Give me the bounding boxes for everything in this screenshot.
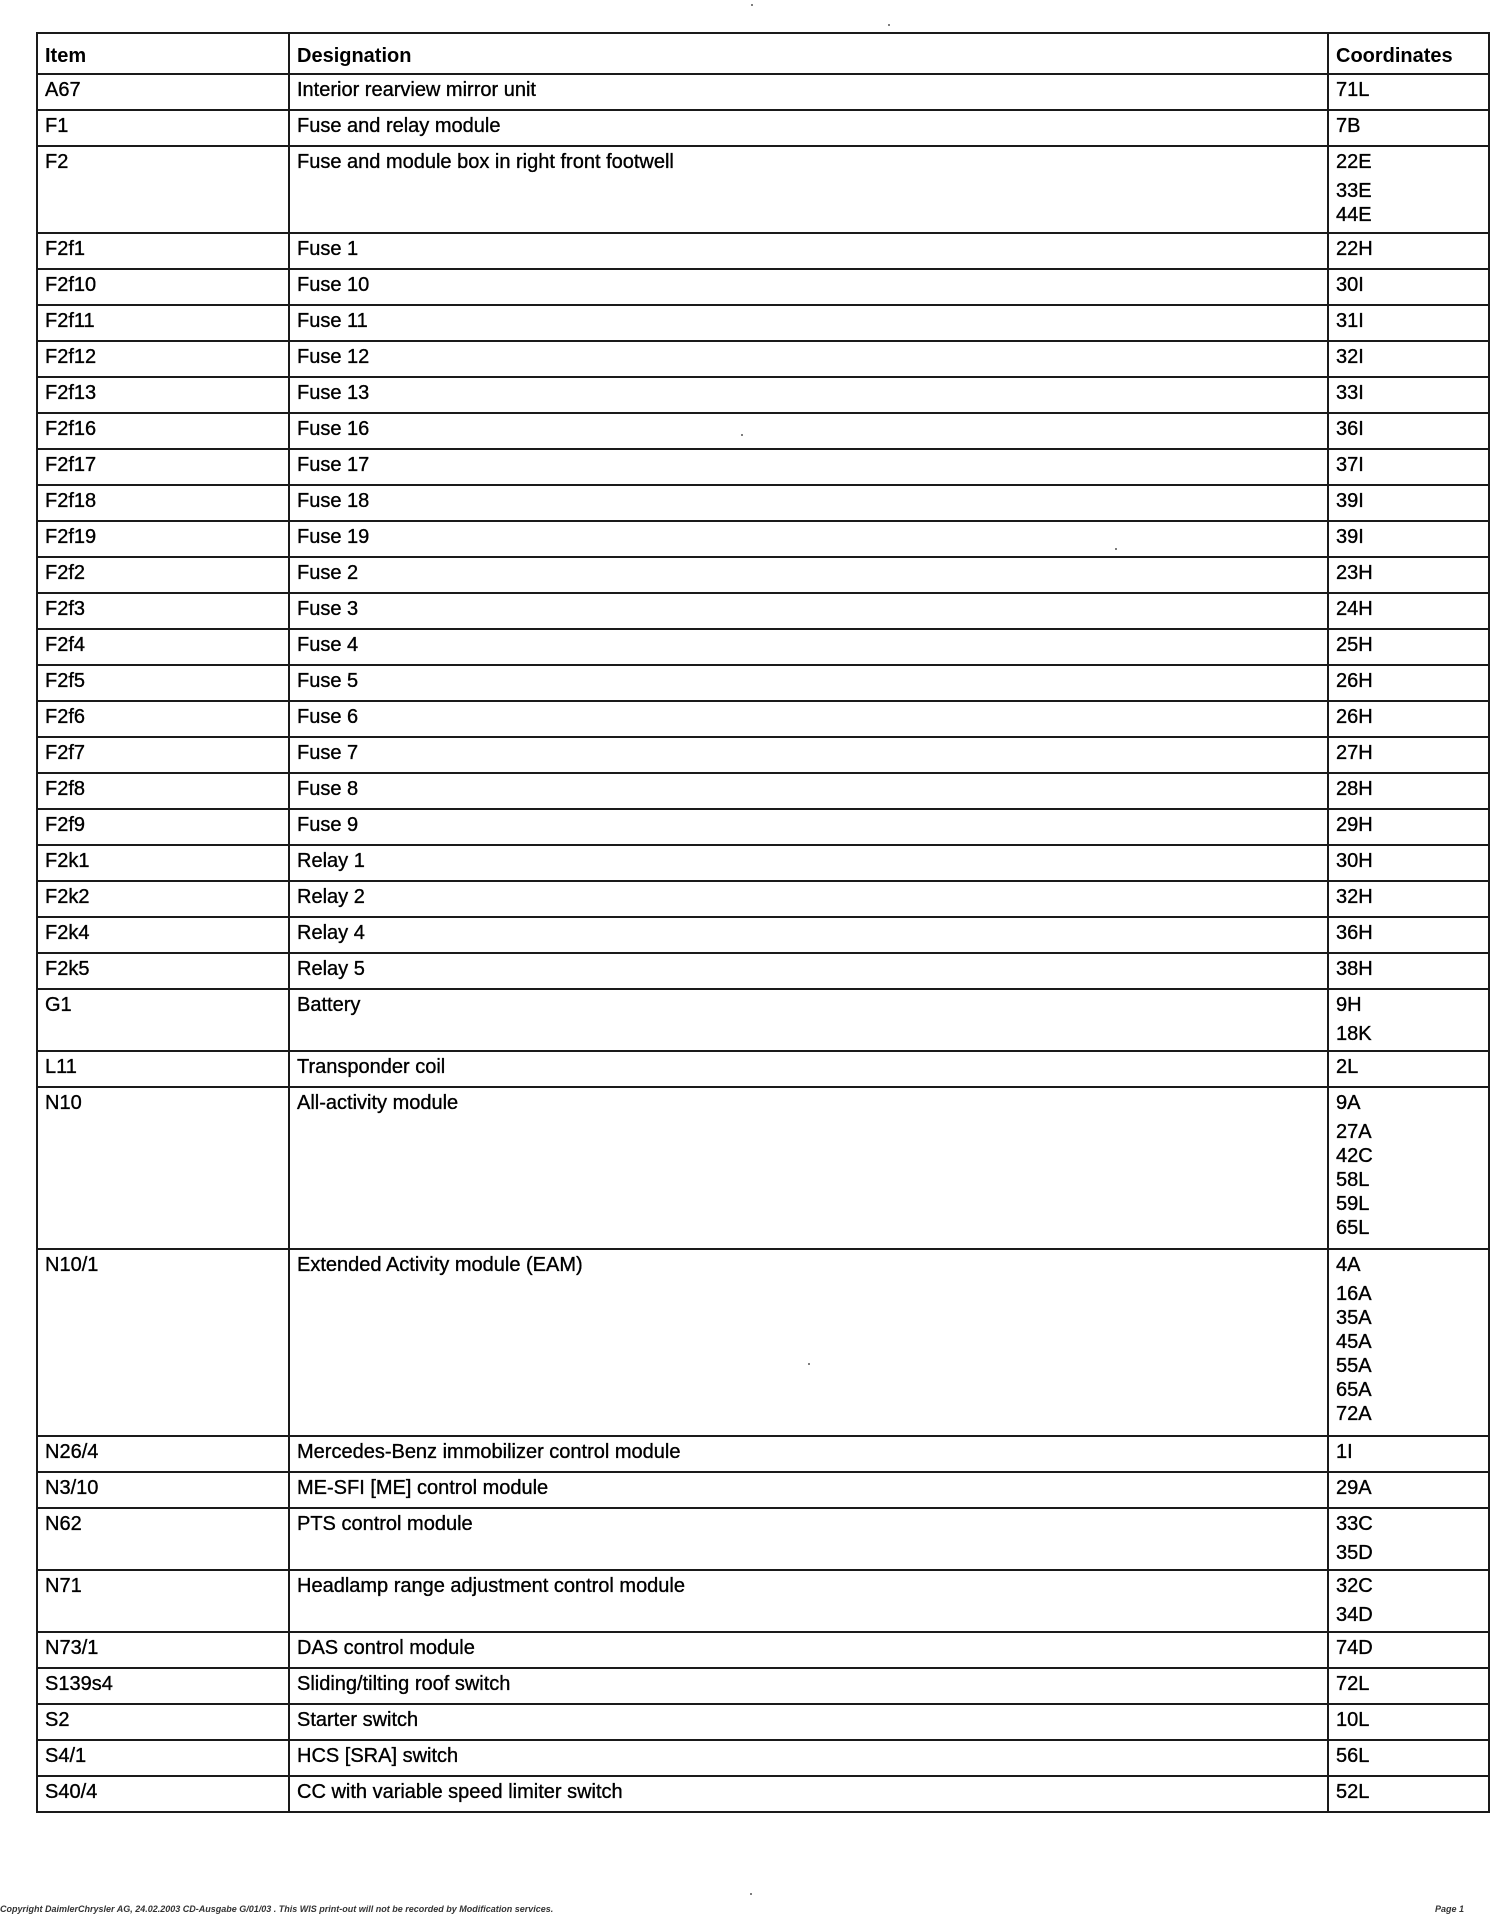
- coordinate-value: 35A: [1336, 1307, 1372, 1329]
- cell-coordinates: [1328, 1051, 1489, 1087]
- footer-page-number: Page 1: [1434, 1904, 1464, 1914]
- cell-designation: Fuse 2: [289, 557, 1328, 593]
- table-row: [37, 1472, 1489, 1508]
- coordinate-value: 71L: [1336, 79, 1370, 101]
- coordinate-value: 10L: [1336, 1709, 1370, 1731]
- table-row: [37, 341, 1489, 377]
- coordinate-value: 58L: [1336, 1169, 1370, 1191]
- coordinate-value: 72A: [1336, 1403, 1372, 1425]
- cell-item: F1: [37, 110, 289, 146]
- cell-item: F2f17: [37, 449, 289, 485]
- table-row: [37, 1740, 1489, 1776]
- cell-item: N26/4: [37, 1436, 289, 1472]
- table-row: [37, 377, 1489, 413]
- cell-designation: CC with variable speed limiter switch: [289, 1776, 1328, 1812]
- table-row: [37, 809, 1489, 845]
- cell-coordinates: [1328, 1249, 1489, 1436]
- table-row: [37, 1051, 1489, 1087]
- cell-item: S4/1: [37, 1740, 289, 1776]
- coordinate-value: 25H: [1336, 634, 1373, 656]
- cell-item: G1: [37, 989, 289, 1051]
- cell-designation: All-activity module: [289, 1087, 1328, 1249]
- cell-coordinates: [1328, 485, 1489, 521]
- cell-coordinates: [1328, 881, 1489, 917]
- table-row: [37, 1632, 1489, 1668]
- table-row: [37, 110, 1489, 146]
- scan-speck: [741, 434, 743, 436]
- cell-designation: Fuse 1: [289, 233, 1328, 269]
- cell-item: F2k5: [37, 953, 289, 989]
- cell-item: F2f5: [37, 665, 289, 701]
- cell-item: F2f8: [37, 773, 289, 809]
- coordinate-value: 33E: [1336, 180, 1372, 202]
- cell-designation: Fuse 8: [289, 773, 1328, 809]
- cell-item: F2f9: [37, 809, 289, 845]
- table-row: [37, 485, 1489, 521]
- cell-designation: Extended Activity module (EAM): [289, 1249, 1328, 1436]
- table-row: [37, 1436, 1489, 1472]
- cell-item: F2k1: [37, 845, 289, 881]
- table-row: [37, 305, 1489, 341]
- table-row: [37, 1704, 1489, 1740]
- coordinate-value: 31I: [1336, 310, 1364, 332]
- cell-designation: Fuse 4: [289, 629, 1328, 665]
- table-row: [37, 1776, 1489, 1812]
- coordinate-value: 32C: [1336, 1575, 1373, 1597]
- cell-designation: Fuse 18: [289, 485, 1328, 521]
- cell-designation: DAS control module: [289, 1632, 1328, 1668]
- coordinate-value: 36H: [1336, 922, 1373, 944]
- coordinate-value: 33I: [1336, 382, 1364, 404]
- table-row: [37, 233, 1489, 269]
- cell-designation: Fuse 9: [289, 809, 1328, 845]
- cell-coordinates: [1328, 629, 1489, 665]
- table-row: [37, 74, 1489, 110]
- table-row: [37, 737, 1489, 773]
- cell-coordinates: [1328, 1632, 1489, 1668]
- cell-coordinates: [1328, 917, 1489, 953]
- table-row: [37, 413, 1489, 449]
- table-row: [37, 449, 1489, 485]
- coordinate-value: 36I: [1336, 418, 1364, 440]
- coordinate-value: 29H: [1336, 814, 1373, 836]
- coordinate-value: 24H: [1336, 598, 1373, 620]
- coordinate-value: 2L: [1336, 1056, 1359, 1078]
- table-row: [37, 557, 1489, 593]
- table-row: [37, 665, 1489, 701]
- cell-item: L11: [37, 1051, 289, 1087]
- cell-coordinates: [1328, 1436, 1489, 1472]
- cell-coordinates: [1328, 593, 1489, 629]
- cell-designation: Fuse and relay module: [289, 110, 1328, 146]
- coordinate-value: 74D: [1336, 1637, 1373, 1659]
- cell-coordinates: [1328, 665, 1489, 701]
- coordinate-value: 9A: [1336, 1092, 1361, 1114]
- cell-designation: Fuse 11: [289, 305, 1328, 341]
- cell-coordinates: [1328, 146, 1489, 233]
- table-body: [37, 74, 1489, 1812]
- cell-item: F2f10: [37, 269, 289, 305]
- coordinate-value: 23H: [1336, 562, 1373, 584]
- document-sheet: [36, 32, 1488, 1813]
- coordinate-value: 18K: [1336, 1023, 1372, 1045]
- coordinate-value: 28H: [1336, 778, 1373, 800]
- header-coordinates: Coordinates: [1328, 33, 1489, 74]
- cell-designation: ME-SFI [ME] control module: [289, 1472, 1328, 1508]
- cell-coordinates: [1328, 773, 1489, 809]
- cell-item: F2: [37, 146, 289, 233]
- cell-item: F2k4: [37, 917, 289, 953]
- coordinate-value: 56L: [1336, 1745, 1370, 1767]
- cell-designation: Fuse 13: [289, 377, 1328, 413]
- cell-coordinates: [1328, 110, 1489, 146]
- table-row: [37, 953, 1489, 989]
- coordinate-value: 59L: [1336, 1193, 1370, 1215]
- cell-designation: Relay 2: [289, 881, 1328, 917]
- cell-coordinates: [1328, 1087, 1489, 1249]
- coordinate-value: 30H: [1336, 850, 1373, 872]
- cell-item: F2f16: [37, 413, 289, 449]
- cell-designation: Relay 1: [289, 845, 1328, 881]
- table-row: [37, 629, 1489, 665]
- coordinate-value: 39I: [1336, 490, 1364, 512]
- cell-item: N3/10: [37, 1472, 289, 1508]
- cell-item: F2k2: [37, 881, 289, 917]
- coordinate-value: 32I: [1336, 346, 1364, 368]
- cell-coordinates: [1328, 1472, 1489, 1508]
- cell-coordinates: [1328, 953, 1489, 989]
- coordinate-value: 52L: [1336, 1781, 1370, 1803]
- coordinate-value: 4A: [1336, 1254, 1361, 1276]
- coordinate-value: 33C: [1336, 1513, 1373, 1535]
- cell-coordinates: [1328, 269, 1489, 305]
- cell-coordinates: [1328, 74, 1489, 110]
- cell-designation: Fuse 6: [289, 701, 1328, 737]
- cell-coordinates: [1328, 377, 1489, 413]
- cell-item: F2f11: [37, 305, 289, 341]
- table-header-row: [37, 33, 1489, 74]
- cell-designation: Fuse and module box in right front footwell: [289, 146, 1328, 233]
- coordinate-value: 29A: [1336, 1477, 1372, 1499]
- page-footer: [0, 1904, 1504, 1914]
- coordinate-value: 39I: [1336, 526, 1364, 548]
- cell-coordinates: [1328, 305, 1489, 341]
- cell-designation: Transponder coil: [289, 1051, 1328, 1087]
- header-item: Item: [37, 33, 289, 74]
- cell-designation: Fuse 17: [289, 449, 1328, 485]
- table-row: [37, 146, 1489, 233]
- coordinate-value: 26H: [1336, 706, 1373, 728]
- table-row: [37, 1087, 1489, 1249]
- cell-item: S139s4: [37, 1668, 289, 1704]
- cell-item: S2: [37, 1704, 289, 1740]
- coordinate-value: 1I: [1336, 1441, 1353, 1463]
- header-designation: Designation: [289, 33, 1328, 74]
- cell-item: F2f6: [37, 701, 289, 737]
- cell-coordinates: [1328, 1570, 1489, 1632]
- cell-designation: Interior rearview mirror unit: [289, 74, 1328, 110]
- coordinate-value: 38H: [1336, 958, 1373, 980]
- cell-coordinates: [1328, 1704, 1489, 1740]
- coordinate-value: 27A: [1336, 1121, 1372, 1143]
- cell-item: F2f12: [37, 341, 289, 377]
- cell-coordinates: [1328, 233, 1489, 269]
- table-row: [37, 269, 1489, 305]
- cell-item: F2f18: [37, 485, 289, 521]
- scan-speck: [1115, 548, 1117, 550]
- cell-coordinates: [1328, 737, 1489, 773]
- coordinate-value: 22H: [1336, 238, 1373, 260]
- cell-coordinates: [1328, 1740, 1489, 1776]
- scan-speck: [888, 24, 890, 26]
- cell-item: F2f13: [37, 377, 289, 413]
- table-row: [37, 701, 1489, 737]
- cell-designation: Fuse 7: [289, 737, 1328, 773]
- cell-designation: Fuse 16: [289, 413, 1328, 449]
- table-row: [37, 593, 1489, 629]
- cell-designation: Fuse 19: [289, 521, 1328, 557]
- coordinate-value: 16A: [1336, 1283, 1372, 1305]
- coordinate-value: 7B: [1336, 115, 1361, 137]
- table-row: [37, 1508, 1489, 1570]
- cell-designation: Fuse 12: [289, 341, 1328, 377]
- cell-item: N71: [37, 1570, 289, 1632]
- table-row: [37, 773, 1489, 809]
- cell-item: F2f4: [37, 629, 289, 665]
- component-legend-table: [36, 32, 1490, 1813]
- cell-item: F2f19: [37, 521, 289, 557]
- cell-designation: Fuse 5: [289, 665, 1328, 701]
- cell-designation: Relay 5: [289, 953, 1328, 989]
- cell-coordinates: [1328, 557, 1489, 593]
- coordinate-value: 72L: [1336, 1673, 1370, 1695]
- cell-item: A67: [37, 74, 289, 110]
- cell-designation: Starter switch: [289, 1704, 1328, 1740]
- cell-designation: Battery: [289, 989, 1328, 1051]
- table-row: [37, 881, 1489, 917]
- cell-designation: HCS [SRA] switch: [289, 1740, 1328, 1776]
- cell-coordinates: [1328, 341, 1489, 377]
- scan-speck: [751, 4, 753, 6]
- cell-coordinates: [1328, 1508, 1489, 1570]
- cell-designation: Sliding/tilting roof switch: [289, 1668, 1328, 1704]
- cell-coordinates: [1328, 701, 1489, 737]
- cell-item: N62: [37, 1508, 289, 1570]
- coordinate-value: 22E: [1336, 151, 1372, 173]
- scan-speck: [750, 1893, 752, 1895]
- table-row: [37, 845, 1489, 881]
- table-row: [37, 1570, 1489, 1632]
- coordinate-value: 9H: [1336, 994, 1362, 1016]
- cell-item: F2f7: [37, 737, 289, 773]
- cell-coordinates: [1328, 809, 1489, 845]
- coordinate-value: 65L: [1336, 1217, 1370, 1239]
- coordinate-value: 44E: [1336, 204, 1372, 226]
- table-row: [37, 917, 1489, 953]
- cell-item: F2f2: [37, 557, 289, 593]
- cell-item: S40/4: [37, 1776, 289, 1812]
- coordinate-value: 34D: [1336, 1604, 1373, 1626]
- coordinate-value: 30I: [1336, 274, 1364, 296]
- cell-coordinates: [1328, 1776, 1489, 1812]
- table-row: [37, 1249, 1489, 1436]
- cell-designation: Fuse 3: [289, 593, 1328, 629]
- cell-coordinates: [1328, 449, 1489, 485]
- coordinate-value: 42C: [1336, 1145, 1373, 1167]
- cell-coordinates: [1328, 1668, 1489, 1704]
- cell-item: N10: [37, 1087, 289, 1249]
- footer-copyright: Copyright DaimlerChrysler AG, 24.02.2003 CD-Ausgabe G/01/03 . This WIS print-out will not be recorded by Modification services.: [0, 1904, 554, 1914]
- coordinate-value: 35D: [1336, 1542, 1373, 1564]
- cell-designation: PTS control module: [289, 1508, 1328, 1570]
- coordinate-value: 65A: [1336, 1379, 1372, 1401]
- coordinate-value: 27H: [1336, 742, 1373, 764]
- cell-designation: Headlamp range adjustment control module: [289, 1570, 1328, 1632]
- coordinate-value: 37I: [1336, 454, 1364, 476]
- cell-item: F2f1: [37, 233, 289, 269]
- cell-item: N73/1: [37, 1632, 289, 1668]
- cell-designation: Mercedes-Benz immobilizer control module: [289, 1436, 1328, 1472]
- coordinate-value: 32H: [1336, 886, 1373, 908]
- cell-item: F2f3: [37, 593, 289, 629]
- coordinate-value: 26H: [1336, 670, 1373, 692]
- coordinate-value: 55A: [1336, 1355, 1372, 1377]
- cell-coordinates: [1328, 521, 1489, 557]
- cell-item: N10/1: [37, 1249, 289, 1436]
- cell-designation: Relay 4: [289, 917, 1328, 953]
- scan-speck: [808, 1363, 810, 1365]
- cell-coordinates: [1328, 413, 1489, 449]
- coordinate-value: 45A: [1336, 1331, 1372, 1353]
- table-row: [37, 1668, 1489, 1704]
- cell-designation: Fuse 10: [289, 269, 1328, 305]
- table-row: [37, 989, 1489, 1051]
- cell-coordinates: [1328, 845, 1489, 881]
- cell-coordinates: [1328, 989, 1489, 1051]
- table-row: [37, 521, 1489, 557]
